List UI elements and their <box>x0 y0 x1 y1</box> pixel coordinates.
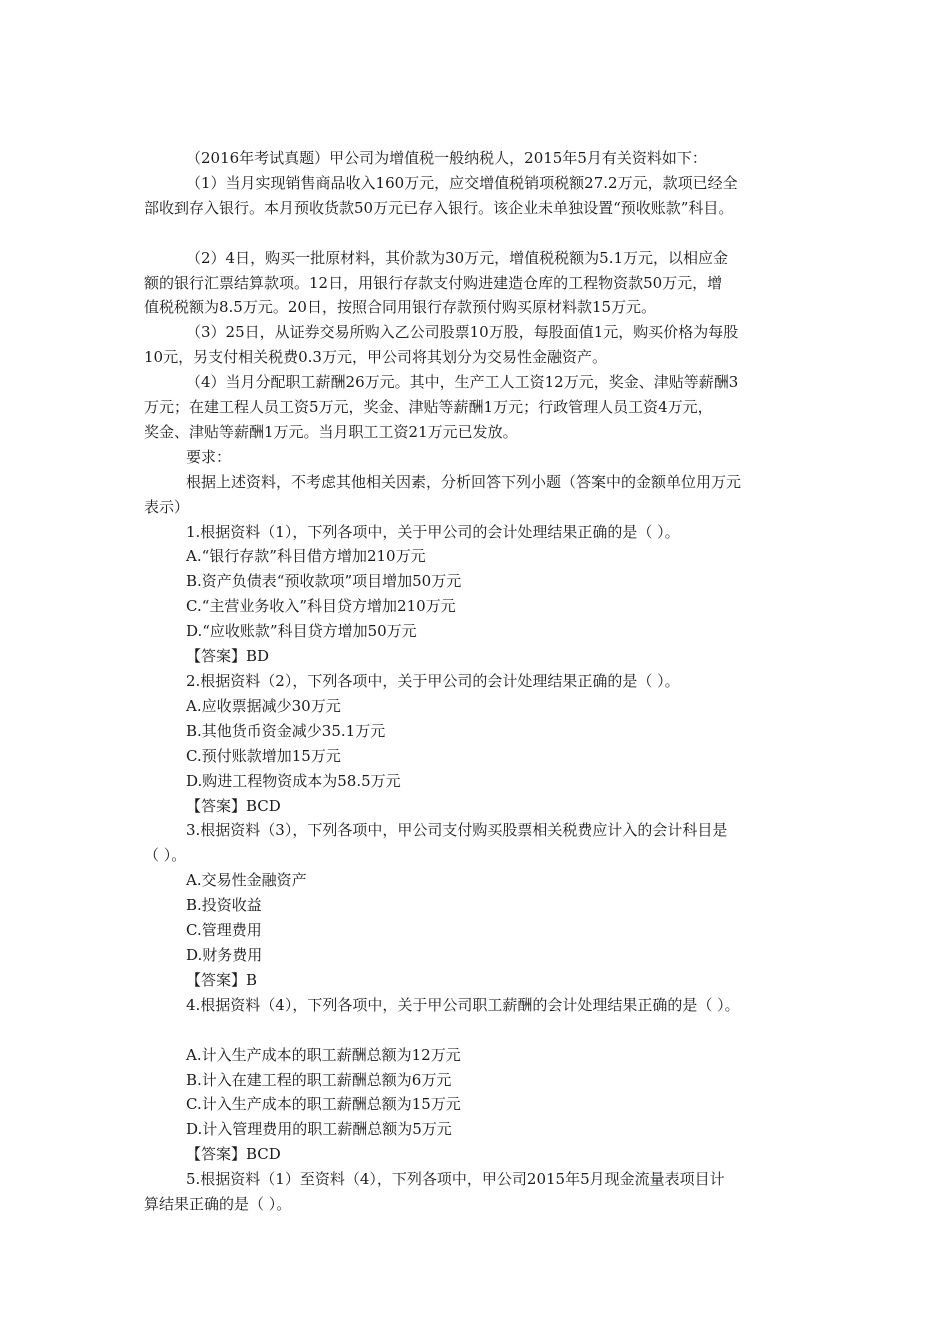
answer: 【答案】B <box>186 970 258 989</box>
option-c: C.“主营业务收入”科目贷方增加210万元 <box>186 597 456 616</box>
question-5 <box>144 1167 820 1217</box>
option-a: A.“银行存款”科目借方增加210万元 <box>186 547 426 566</box>
question-stem: 2.根据资料（2），下列各项中，关于甲公司的会计处理结果正确的是（ ）。 <box>186 672 680 691</box>
blank-line <box>144 221 820 246</box>
material-line: （3）25日，从证券交易所购入乙公司股票10万股，每股面值1元，购买价格为每股 <box>186 323 739 342</box>
answer: 【答案】BCD <box>186 796 281 815</box>
material-line: 值税税额为8.5万元。20日，按照合同用银行存款预付购买原材料款15万元。 <box>144 298 657 317</box>
blank-line <box>144 1018 820 1043</box>
question-stem: 3.根据资料（3），下列各项中，甲公司支付购买股票相关税费应计入的会计科目是 <box>186 821 728 840</box>
requirement-text: 根据上述资料，不考虑其他相关因素，分析回答下列小题（答案中的金额单位用万元 <box>186 472 742 491</box>
material-2 <box>144 246 820 321</box>
material-line: 奖金、津贴等薪酬1万元。当月职工工资21万元已发放。 <box>144 422 518 441</box>
material-line: 万元；在建工程人员工资5万元，奖金、津贴等薪酬1万元；行政管理人员工资4万元， <box>144 398 713 417</box>
question-2 <box>144 669 820 818</box>
question-stem: 1.根据资料（1），下列各项中，关于甲公司的会计处理结果正确的是（ ）。 <box>186 522 680 541</box>
requirement-label: 要求： <box>186 447 232 466</box>
option-c: C.管理费用 <box>186 921 262 940</box>
question-stem: 4.根据资料（4），下列各项中，关于甲公司职工薪酬的会计处理结果正确的是（ ）。 <box>186 995 740 1014</box>
material-line: 部收到存入银行。本月预收货款50万元已存入银行。该企业未单独设置“预收账款”科目。 <box>144 198 734 217</box>
option-d: D.计入管理费用的职工薪酬总额为5万元 <box>186 1120 452 1139</box>
option-c: C.预付账款增加15万元 <box>186 746 341 765</box>
intro-paragraph: （2016年考试真题）甲公司为增值税一般纳税人，2015年5月有关资料如下： <box>186 149 707 167</box>
option-a: A.交易性金融资产 <box>186 871 307 890</box>
question-4 <box>144 993 820 1167</box>
option-d: D.财务费用 <box>186 945 263 964</box>
option-d: D.“应收账款”科目贷方增加50万元 <box>186 622 417 641</box>
option-b: B.其他货币资金减少35.1万元 <box>186 721 386 740</box>
option-a: A.应收票据减少30万元 <box>186 696 341 715</box>
material-line: （1）当月实现销售商品收入160万元，应交增值税销项税额27.2万元，款项已经全 <box>186 173 738 192</box>
option-b: B.投资收益 <box>186 896 262 915</box>
option-d: D.购进工程物资成本为58.5万元 <box>186 771 401 790</box>
requirement-text: 表示） <box>144 497 190 516</box>
material-line: （4）当月分配职工薪酬26万元。其中，生产工人工资12万元，奖金、津贴等薪酬3 <box>186 373 739 392</box>
option-b: B.计入在建工程的职工薪酬总额为6万元 <box>186 1070 452 1089</box>
answer: 【答案】BCD <box>186 1145 281 1164</box>
answer: 【答案】BD <box>186 647 270 666</box>
material-line: （2）4日，购买一批原材料，其价款为30万元，增值税税额为5.1万元，以相应金 <box>186 248 729 267</box>
question-stem-cont: （ ）。 <box>144 846 187 865</box>
material-4 <box>144 370 820 445</box>
material-3 <box>144 320 820 370</box>
option-c: C.计入生产成本的职工薪酬总额为15万元 <box>186 1095 461 1114</box>
question-stem-cont: 算结果正确的是（ ）。 <box>144 1195 292 1214</box>
material-1 <box>144 171 820 221</box>
material-line: 额的银行汇票结算款项。12日，用银行存款支付购进建造仓库的工程物资款50万元，增 <box>144 273 723 292</box>
option-a: A.计入生产成本的职工薪酬总额为12万元 <box>186 1045 461 1064</box>
question-stem: 5.根据资料（1）至资料（4），下列各项中，甲公司2015年5月现金流量表项目计 <box>186 1170 725 1189</box>
document-body <box>144 146 820 1217</box>
option-b: B.资产负债表“预收款项”项目增加50万元 <box>186 572 462 591</box>
question-3 <box>144 818 820 992</box>
question-1 <box>144 520 820 669</box>
material-line: 10元，另支付相关税费0.3万元，甲公司将其划分为交易性金融资产。 <box>144 348 607 367</box>
